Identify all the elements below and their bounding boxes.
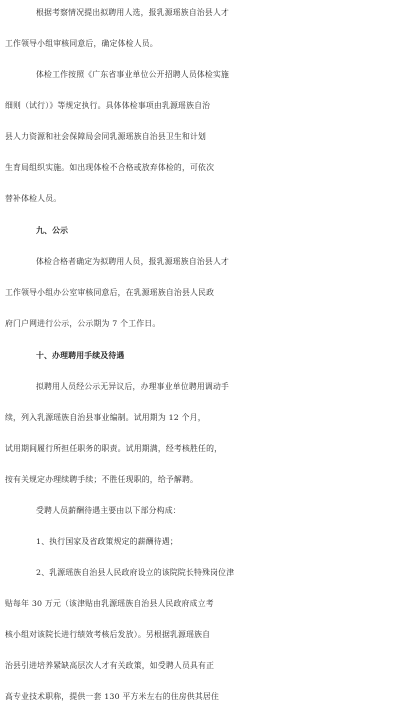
text-line: 核小组对该院长进行绩效考核后发放）。另根据乳源瑶族自 [5, 630, 211, 639]
text-line: 治县引进培养紧缺高层次人才有关政策，如受聘人员具有正 [5, 661, 215, 670]
text-line: 细则（试行）》等规定执行。具体体检事项由乳源瑶族自治 [5, 101, 211, 110]
text-line: 贴每年 30 万元（该津贴由乳源瑶族自治县人民政府成立考 [5, 599, 214, 608]
text-line: 拟聘用人员经公示无异议后，办理事业单位聘用调动手 [36, 382, 230, 391]
text-line: 按有关规定办理续聘手续；不胜任现职的，给予解聘。 [5, 475, 199, 484]
text-line: 生育局组织实施。如出现体检不合格或放弃体检的，可依次 [5, 163, 215, 172]
text-line: 替补体检人员。 [5, 194, 62, 203]
text-line: 试用期间履行所担任职务的职责。试用期满，经考核胜任的， [5, 444, 223, 453]
text-line: 工作领导小组审核同意后，确定体检人员。 [5, 39, 158, 48]
text-line: 高专业技术职称，提供一套 130 平方米左右的住房供其居住 [5, 692, 220, 701]
text-line: 县人力资源和社会保障局会同乳源瑶族自治县卫生和计划 [5, 132, 207, 141]
text-line: 续，列入乳源瑶族自治县事业编制。试用期为 12 个月， [5, 413, 206, 422]
text-line: 1、执行国家及省政策规定的薪酬待遇； [36, 537, 178, 546]
text-line: 体检合格者确定为拟聘用人员，报乳源瑶族自治县人才 [36, 257, 230, 266]
text-line: 体检工作按照《广东省事业单位公开招聘人员体检实施 [36, 70, 230, 79]
section-heading: 十、办理聘用手续及待遇 [36, 351, 125, 360]
text-line: 受聘人员薪酬待遇主要由以下部分构成： [36, 506, 181, 515]
text-line: 工作领导小组办公室审核同意后，在乳源瑶族自治县人民政 [5, 288, 215, 297]
section-heading: 九、公示 [36, 226, 69, 235]
text-line: 根据考察情况提出拟聘用人选，报乳源瑶族自治县人才 [36, 8, 230, 17]
text-line: 府门户网进行公示，公示期为 7 个工作日。 [5, 319, 161, 328]
text-line: 2、乳源瑶族自治县人民政府设立的该院院长特殊岗位津 [36, 568, 235, 577]
